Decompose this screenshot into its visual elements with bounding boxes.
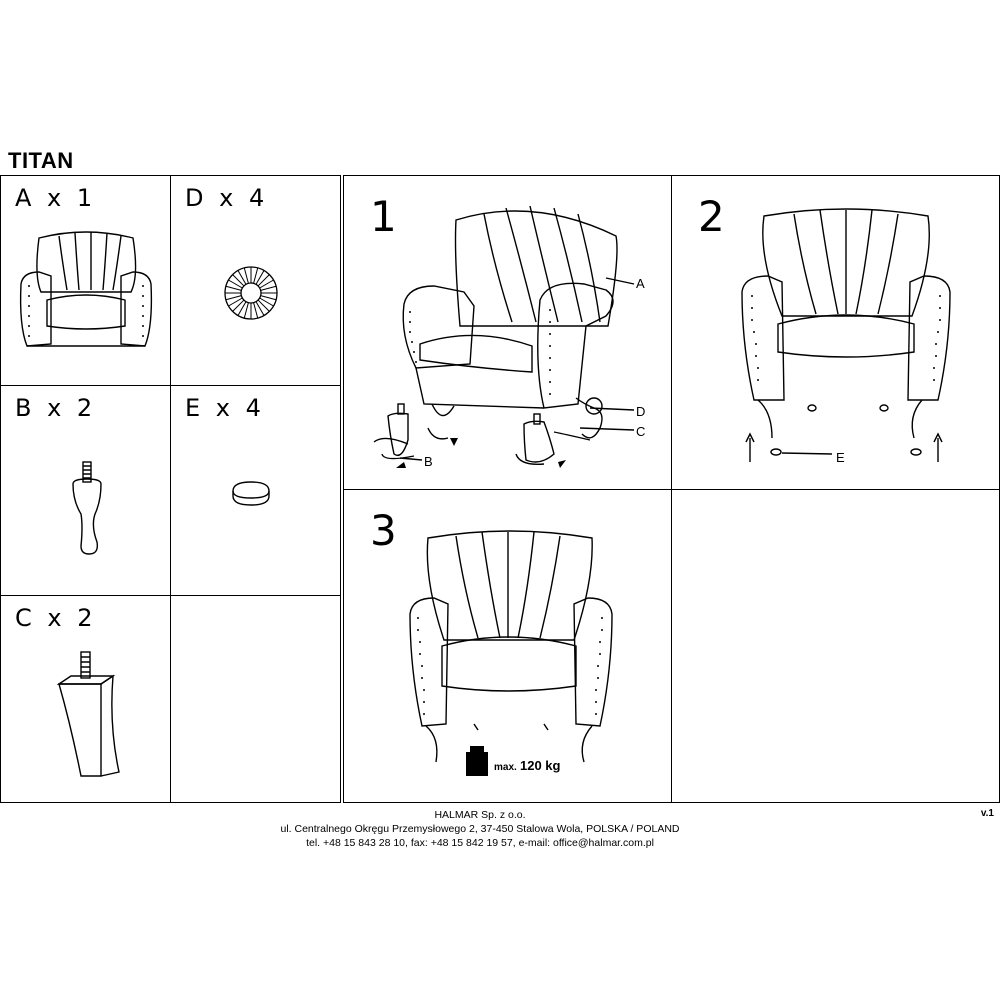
curved-leg-icon	[1, 386, 172, 597]
step-3-illustration	[344, 490, 674, 804]
armchair-icon	[1, 176, 172, 387]
version-label: v.1	[980, 808, 994, 819]
footer-contact: tel. +48 15 843 28 10, fax: +48 15 842 19 57, e-mail: office@halmar.com.pl	[306, 837, 654, 849]
rosette-ray	[233, 275, 244, 286]
part-b-label: B x 2	[15, 394, 97, 422]
step-1-illustration	[344, 176, 674, 492]
part-c-label: C x 2	[15, 604, 97, 632]
rosette-ray	[226, 296, 241, 300]
part-a-label: A x 1	[15, 184, 97, 212]
footer-company: HALMAR Sp. z o.o.	[434, 809, 526, 821]
step-1-cell	[343, 175, 673, 491]
rosette-ray	[238, 302, 246, 316]
rosette-ray	[244, 268, 248, 283]
rosette-ray	[258, 300, 269, 311]
square-leg-icon	[1, 596, 172, 804]
step-2-cell	[671, 175, 1000, 491]
rosette-ray	[260, 298, 274, 306]
part-a-cell	[0, 175, 171, 386]
glide-cap-icon	[171, 386, 342, 597]
empty-part-cell	[170, 595, 341, 803]
rosette-ray	[258, 275, 269, 286]
part-d-label: D x 4	[185, 184, 269, 212]
part-d-cell	[170, 175, 341, 386]
part-e-cell	[170, 385, 341, 596]
step-3-cell	[343, 489, 673, 803]
part-e-label: E x 4	[185, 394, 265, 422]
rosette-ray	[261, 296, 276, 300]
weight-prefix: max.	[494, 762, 517, 773]
step-1-number: 1	[370, 192, 397, 241]
rosette-ray	[226, 286, 241, 290]
rosette-ray	[261, 286, 276, 290]
step-2-callout-e: E	[836, 450, 845, 465]
empty-step-cell	[671, 489, 1000, 803]
rosette-ray	[228, 280, 242, 288]
rosette-ray	[260, 280, 274, 288]
rosette-ray	[256, 302, 264, 316]
part-b-cell	[0, 385, 171, 596]
step-1-callout-a: A	[636, 276, 645, 291]
rosette-ray	[228, 298, 242, 306]
footer-address: ul. Centralnego Okręgu Przemysłowego 2, 37-450 Stalowa Wola, POLSKA / POLAND	[280, 823, 680, 835]
step-3-number: 3	[370, 506, 397, 555]
part-c-cell	[0, 595, 171, 803]
step-2-number: 2	[698, 192, 725, 241]
step-1-callout-c: C	[636, 424, 646, 439]
document-title: TITAN	[8, 148, 74, 173]
step-2-illustration	[672, 176, 1000, 492]
weight-icon	[466, 752, 488, 776]
step-1-callout-b: B	[424, 454, 433, 469]
rosette-ray	[233, 300, 244, 311]
weight-value: 120 kg	[520, 758, 561, 773]
rosette-ray	[244, 303, 248, 318]
rosette-ray	[256, 270, 264, 284]
step-1-callout-d: D	[636, 404, 646, 419]
rosette-ray	[254, 268, 258, 283]
weight-top	[470, 746, 484, 752]
rosette-icon	[171, 176, 342, 387]
rosette-ray	[238, 270, 246, 284]
rosette-ray	[254, 303, 258, 318]
